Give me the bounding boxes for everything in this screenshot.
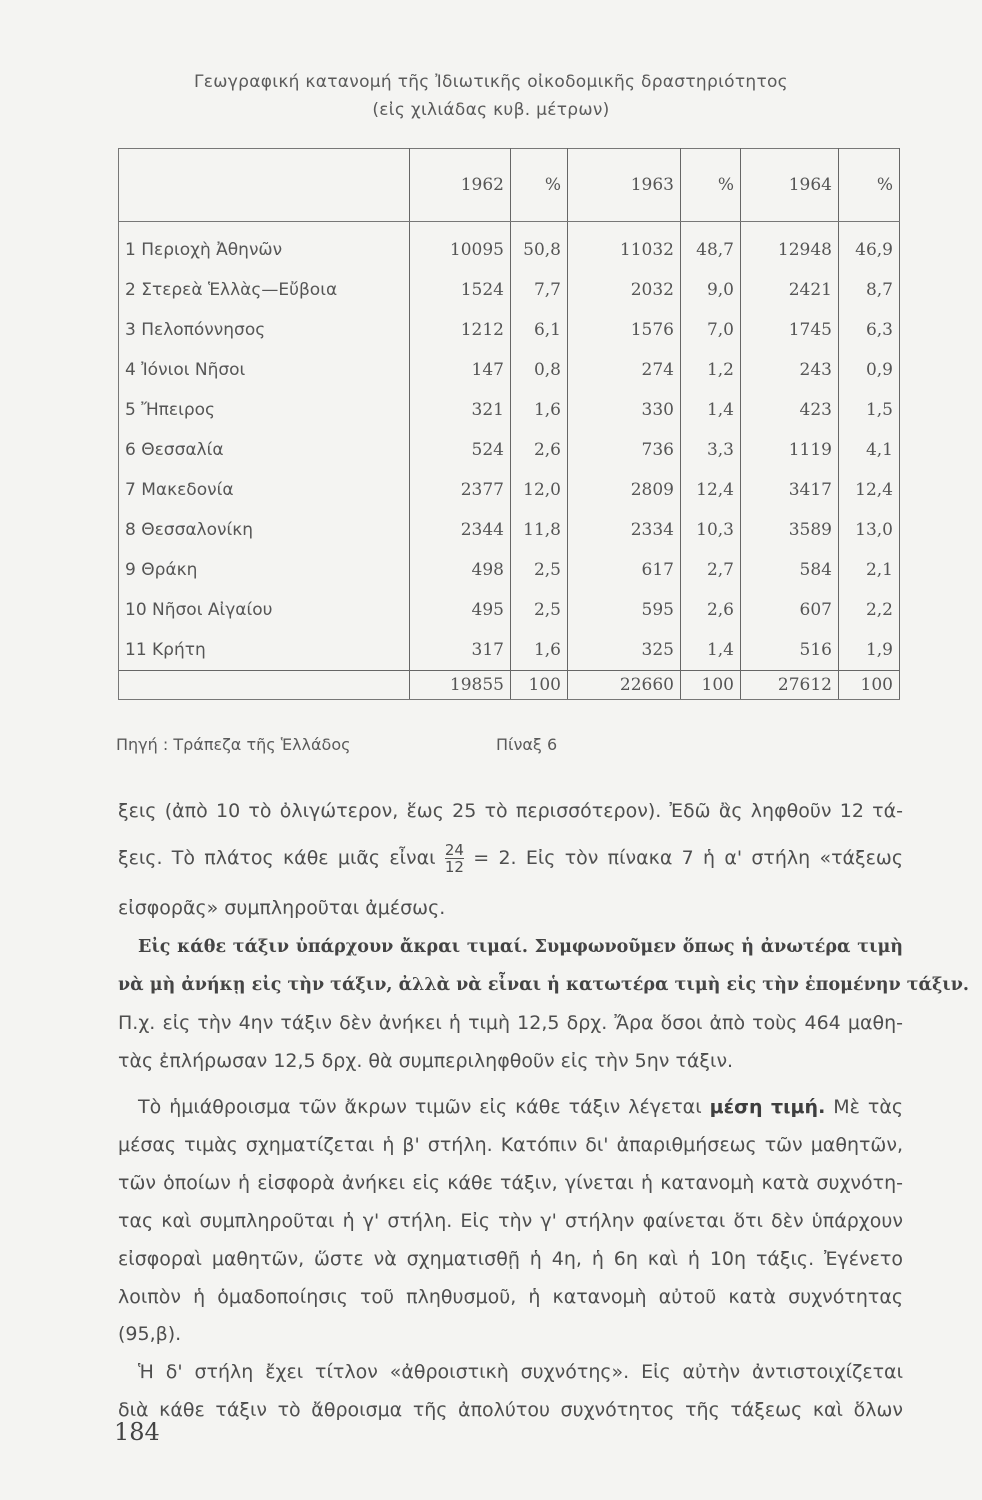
table-row xyxy=(119,350,900,390)
text-line: Τὸ ἡμιάθροισμα τῶν ἄκρων τιμῶν εἰς κάθε τάξιν λέγεται μέση τιμή. Μὲ τὰς xyxy=(138,1096,903,1118)
row-label: 10 Νῆσοι Αἰγαίου xyxy=(119,590,410,630)
table-cell: 1524 xyxy=(410,270,511,310)
table-cell: 2,1 xyxy=(839,550,900,590)
table-cell: % xyxy=(681,149,741,222)
table-cell: 1,4 xyxy=(681,630,741,671)
table-cell: 595 xyxy=(568,590,681,630)
table-cell: 2377 xyxy=(410,470,511,510)
table-cell: 607 xyxy=(741,590,839,630)
table-cell: 1212 xyxy=(410,310,511,350)
text-line: λοιπὸν ἡ ὁμαδοποίησις τοῦ πληθυσμοῦ, ἡ κατανομὴ αὐτοῦ κατὰ συχνότητας xyxy=(118,1286,903,1308)
table-row xyxy=(119,470,900,510)
table-source: Πηγή : Τράπεζα τῆς Ἑλλάδος xyxy=(116,735,351,754)
table-cell: 100 xyxy=(681,671,741,700)
row-label: 11 Κρήτη xyxy=(119,630,410,671)
text-line: εἰσφοραὶ μαθητῶν, ὥστε νὰ σχηματισθῇ ἡ 4η, ἡ 6η καὶ ἡ 10η τάξις. Ἐγένετο xyxy=(118,1248,903,1270)
table-cell: 584 xyxy=(741,550,839,590)
table-cell: 3589 xyxy=(741,510,839,550)
table-cell: 10,3 xyxy=(681,510,741,550)
table-cell: 1963 xyxy=(568,149,681,222)
table-cell: 498 xyxy=(410,550,511,590)
table-cell: 2,6 xyxy=(681,590,741,630)
table-row xyxy=(119,270,900,310)
table-title: Γεωγραφική κατανομή τῆς Ἰδιωτικῆς οἰκοδομικῆς δραστηριότητος xyxy=(194,72,788,92)
table-cell: 48,7 xyxy=(681,222,741,271)
table-cell: 1,2 xyxy=(681,350,741,390)
table-cell: 11032 xyxy=(568,222,681,271)
table-cell: 12948 xyxy=(741,222,839,271)
row-label: 1 Περιοχὴ Ἀθηνῶν xyxy=(119,222,410,271)
table-cell: 11,8 xyxy=(511,510,568,550)
table-cell: 12,4 xyxy=(839,470,900,510)
table-cell: 1576 xyxy=(568,310,681,350)
table-row xyxy=(119,630,900,671)
row-label: 4 Ἰόνιοι Νῆσοι xyxy=(119,350,410,390)
row-label: 8 Θεσσαλονίκη xyxy=(119,510,410,550)
fraction: $\frac{24}{12}$ xyxy=(444,841,464,876)
table-cell: 1119 xyxy=(741,430,839,470)
page-number: 184 xyxy=(114,1418,160,1446)
table-cell: 516 xyxy=(741,630,839,671)
table-cell: 1,6 xyxy=(511,630,568,671)
text-line: ξεις. Τὸ πλάτος κάθε μιᾶς εἶναι $\frac{24}{12}$ = 2. Εἰς τὸν πίνακα 7 ἡ α' στήλη «τάξεως xyxy=(118,841,903,876)
table-cell: 2,2 xyxy=(839,590,900,630)
table-cell: 3,3 xyxy=(681,430,741,470)
table-cell: 2,6 xyxy=(511,430,568,470)
data-table xyxy=(118,148,900,700)
table-cell: 7,0 xyxy=(681,310,741,350)
row-label: 7 Μακεδονία xyxy=(119,470,410,510)
text-line: ξεις (ἀπὸ 10 τὸ ὀλιγώτερον, ἕως 25 τὸ περισσότερον). Ἐδῶ ἂς ληφθοῦν 12 τά- xyxy=(118,800,903,822)
table-cell: % xyxy=(839,149,900,222)
table-total-row xyxy=(119,671,900,700)
table-cell: 330 xyxy=(568,390,681,430)
table-cell: 8,7 xyxy=(839,270,900,310)
table-row xyxy=(119,310,900,350)
table-subtitle: (εἰς χιλιάδας κυβ. μέτρων) xyxy=(372,100,610,120)
table-cell: 1,6 xyxy=(511,390,568,430)
table-cell: 1962 xyxy=(410,149,511,222)
table-cell: 2,5 xyxy=(511,550,568,590)
row-label xyxy=(119,149,410,222)
row-label: 2 Στερεὰ Ἑλλὰς—Εὔβοια xyxy=(119,270,410,310)
table-cell: 0,8 xyxy=(511,350,568,390)
table-row xyxy=(119,550,900,590)
text-line: τῶν ὁποίων ἡ εἰσφορὰ ἀνήκει εἰς κάθε τάξιν, γίνεται ἡ κατανομὴ κατὰ συχνότη- xyxy=(118,1172,903,1194)
table-cell: 2344 xyxy=(410,510,511,550)
table-cell: 19855 xyxy=(410,671,511,700)
table-cell: 1,9 xyxy=(839,630,900,671)
table-cell: 12,4 xyxy=(681,470,741,510)
table-cell: 7,7 xyxy=(511,270,568,310)
text-line: Π.χ. εἰς τὴν 4ην τάξιν δὲν ἀνήκει ἡ τιμὴ 12,5 δρχ. Ἄρα ὅσοι ἀπὸ τοὺς 464 μαθη- xyxy=(118,1012,903,1034)
text-line: (95,β). xyxy=(118,1323,182,1345)
text-line: διὰ κάθε τάξιν τὸ ἄθροισμα τῆς ἀπολύτου συχνότητος τῆς τάξεως καὶ ὅλων xyxy=(118,1399,903,1421)
row-label: 9 Θράκη xyxy=(119,550,410,590)
table-cell: 100 xyxy=(839,671,900,700)
table-cell: % xyxy=(511,149,568,222)
row-label: 6 Θεσσαλία xyxy=(119,430,410,470)
table-cell: 617 xyxy=(568,550,681,590)
table-cell: 1,4 xyxy=(681,390,741,430)
table-cell: 3417 xyxy=(741,470,839,510)
table-row xyxy=(119,222,900,271)
table-cell: 317 xyxy=(410,630,511,671)
bold-line: νὰ μὴ ἀνήκῃ εἰς τὴν τάξιν, ἀλλὰ νὰ εἶναι ἡ κατωτέρα τιμὴ εἰς τὴν ἑπομένην τάξιν. xyxy=(118,975,970,995)
table-cell: 1745 xyxy=(741,310,839,350)
row-label xyxy=(119,671,410,700)
table-cell: 9,0 xyxy=(681,270,741,310)
table-cell: 736 xyxy=(568,430,681,470)
table-cell: 12,0 xyxy=(511,470,568,510)
table-cell: 274 xyxy=(568,350,681,390)
table-cell: 2334 xyxy=(568,510,681,550)
table-cell: 321 xyxy=(410,390,511,430)
table-cell: 100 xyxy=(511,671,568,700)
table-cell: 2,5 xyxy=(511,590,568,630)
bold-line: Εἰς κάθε τάξιν ὑπάρχουν ἄκραι τιμαί. Συμφωνοῦμεν ὅπως ἡ ἀνωτέρα τιμὴ xyxy=(138,937,903,957)
table-cell: 2809 xyxy=(568,470,681,510)
table-row xyxy=(119,390,900,430)
text-line: μέσας τιμὰς σχηματίζεται ἡ β' στήλη. Κατόπιν δι' ἀπαριθμήσεως τῶν μαθητῶν, xyxy=(118,1134,903,1156)
table-cell: 13,0 xyxy=(839,510,900,550)
table-cell: 4,1 xyxy=(839,430,900,470)
table-cell: 147 xyxy=(410,350,511,390)
table-cell: 27612 xyxy=(741,671,839,700)
text-line: τας καὶ συμπληροῦται ἡ γ' στήλη. Εἰς τὴν γ' στήλην φαίνεται ὅτι δὲν ὑπάρχουν xyxy=(118,1210,903,1232)
table-cell: 524 xyxy=(410,430,511,470)
table-cell: 495 xyxy=(410,590,511,630)
table-cell: 243 xyxy=(741,350,839,390)
table-cell: 50,8 xyxy=(511,222,568,271)
row-label: 3 Πελοπόννησος xyxy=(119,310,410,350)
table-cell: 1,5 xyxy=(839,390,900,430)
table-cell: 22660 xyxy=(568,671,681,700)
text-line: εἰσφορᾶς» συμπληροῦται ἀμέσως. xyxy=(118,897,446,919)
row-label: 5 Ἤπειρος xyxy=(119,390,410,430)
table-cell: 6,3 xyxy=(839,310,900,350)
text-line: Ἡ δ' στήλη ἔχει τίτλον «ἀθροιστικὴ συχνότης». Εἰς αὐτὴν ἀντιστοιχίζεται xyxy=(138,1361,903,1383)
table-cell: 46,9 xyxy=(839,222,900,271)
table-cell: 1964 xyxy=(741,149,839,222)
table-row xyxy=(119,590,900,630)
table-cell: 10095 xyxy=(410,222,511,271)
text-line: τὰς ἐπλήρωσαν 12,5 δρχ. θὰ συμπεριληφθοῦν εἰς τὴν 5ην τάξιν. xyxy=(118,1050,734,1072)
table-cell: 2421 xyxy=(741,270,839,310)
table-cell: 325 xyxy=(568,630,681,671)
table-row xyxy=(119,510,900,550)
table-cell: 0,9 xyxy=(839,350,900,390)
table-number: Πίναξ 6 xyxy=(496,735,558,754)
table-cell: 6,1 xyxy=(511,310,568,350)
table-cell: 2,7 xyxy=(681,550,741,590)
table-row xyxy=(119,430,900,470)
table-header-row xyxy=(119,149,900,222)
table-cell: 2032 xyxy=(568,270,681,310)
table-cell: 423 xyxy=(741,390,839,430)
